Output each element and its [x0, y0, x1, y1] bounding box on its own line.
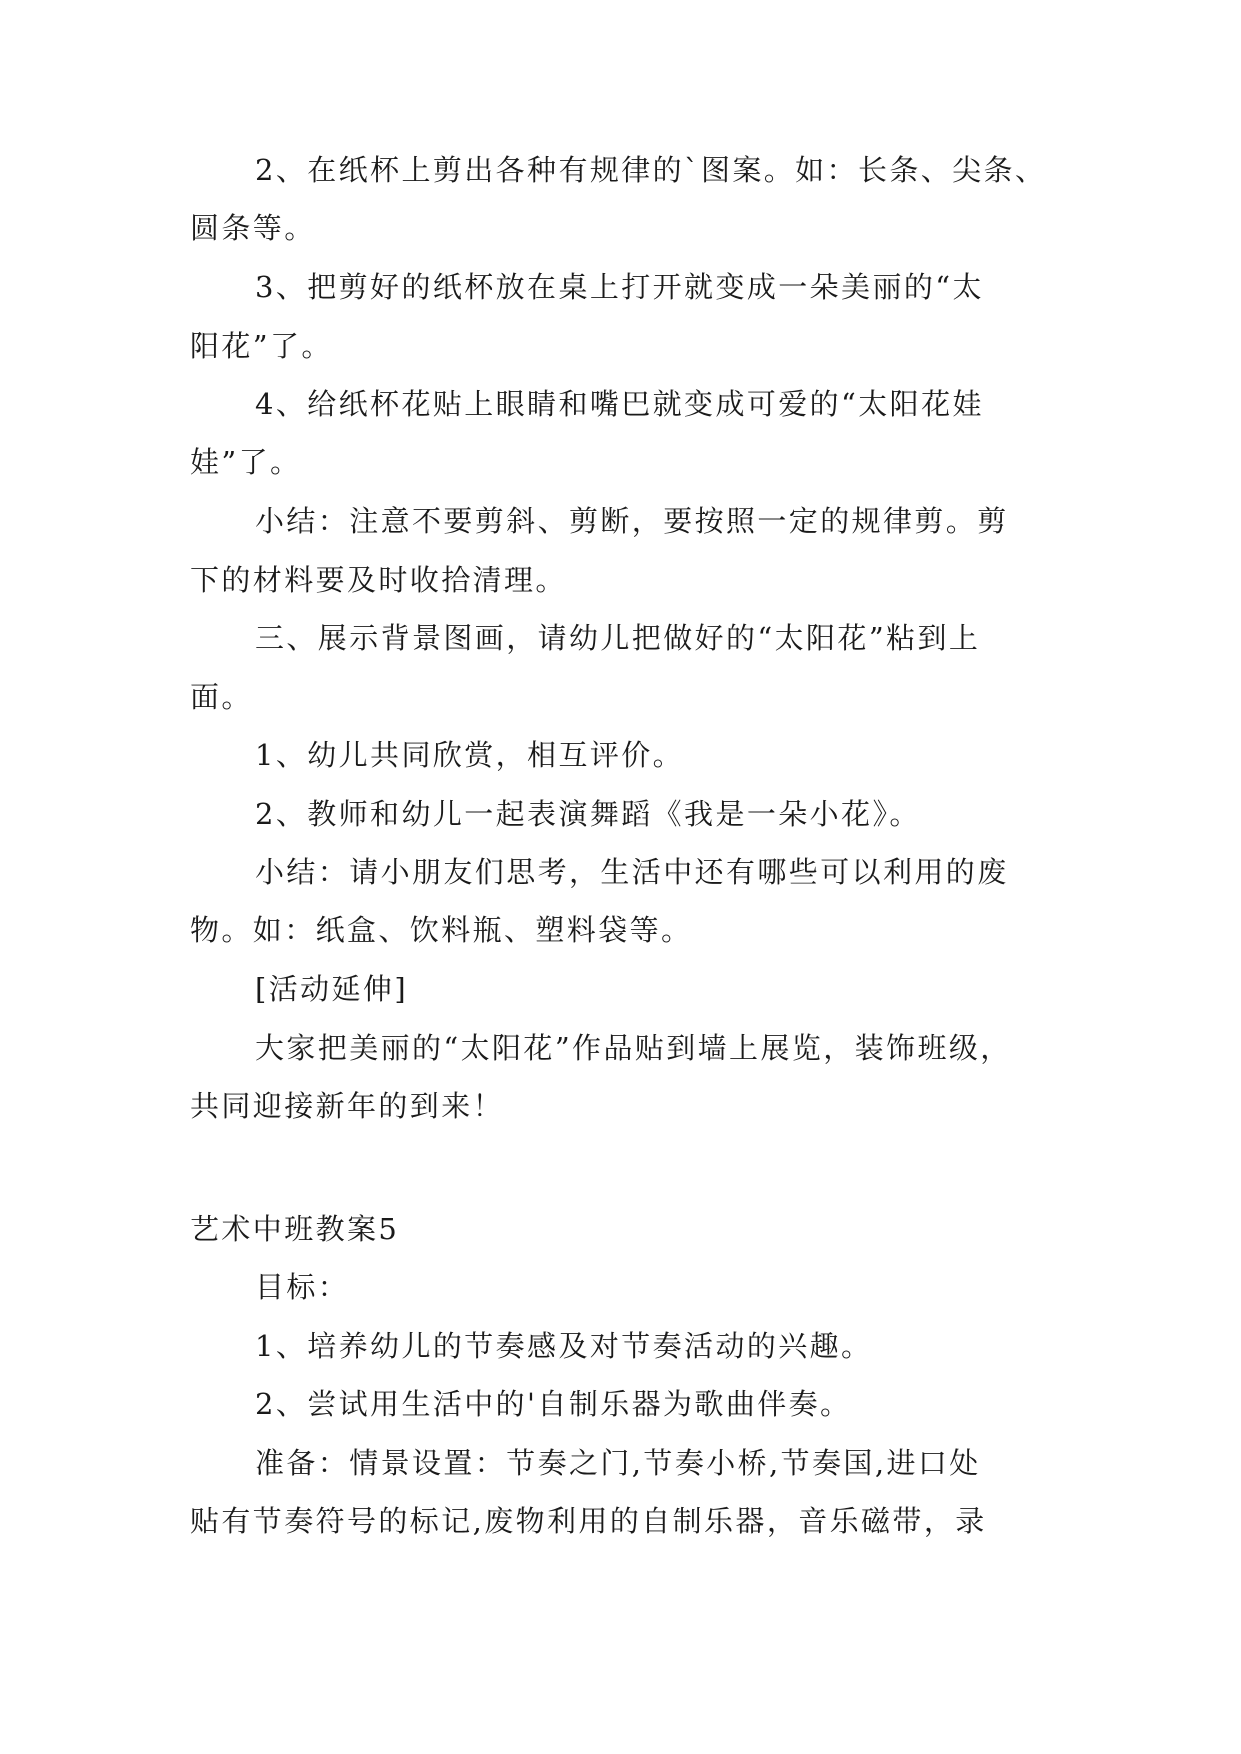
paragraph-line: 目标：	[255, 1270, 350, 1304]
section-heading: 艺术中班教案5	[190, 1212, 400, 1246]
paragraph-line: 3、把剪好的纸杯放在桌上打开就变成一朵美丽的“太	[255, 270, 984, 304]
paragraph-line: 阳花”了。	[190, 329, 333, 363]
paragraph-line: 贴有节奏符号的标记,废物利用的自制乐器，音乐磁带，录	[190, 1504, 987, 1538]
paragraph-line: 准备：情景设置：节奏之门,节奏小桥,节奏国,进口处	[255, 1446, 981, 1480]
paragraph-line: 物。如：纸盒、饮料瓶、塑料袋等。	[190, 913, 693, 947]
paragraph-line: 2、教师和幼儿一起表演舞蹈《我是一朵小花》。	[255, 797, 921, 831]
paragraph-line: 小结：注意不要剪斜、剪断，要按照一定的规律剪。剪	[255, 504, 1009, 538]
paragraph-line: 大家把美丽的“太阳花”作品贴到墙上展览，装饰班级，	[255, 1031, 1012, 1065]
paragraph-line: 圆条等。	[190, 211, 316, 245]
paragraph-line: 共同迎接新年的到来！	[190, 1089, 505, 1123]
paragraph-line: 2、尝试用生活中的'自制乐器为歌曲伴奏。	[255, 1387, 852, 1421]
paragraph-line: 三、展示背景图画，请幼儿把做好的“太阳花”粘到上	[255, 621, 981, 655]
paragraph-line: 4、给纸杯花贴上眼睛和嘴巴就变成可爱的“太阳花娃	[255, 387, 984, 421]
paragraph-line: 娃”了。	[190, 445, 302, 479]
paragraph-line: 小结：请小朋友们思考，生活中还有哪些可以利用的废	[255, 855, 1009, 889]
paragraph-line: 1、幼儿共同欣赏，相互评价。	[255, 738, 685, 772]
paragraph-line: 2、在纸杯上剪出各种有规律的`图案。如：长条、尖条、	[255, 153, 1047, 187]
paragraph-line: 面。	[190, 680, 253, 714]
paragraph-line: 1、培养幼儿的节奏感及对节奏活动的兴趣。	[255, 1329, 873, 1363]
paragraph-line: [活动延伸]	[255, 972, 409, 1006]
paragraph-line: 下的材料要及时收拾清理。	[190, 563, 567, 597]
